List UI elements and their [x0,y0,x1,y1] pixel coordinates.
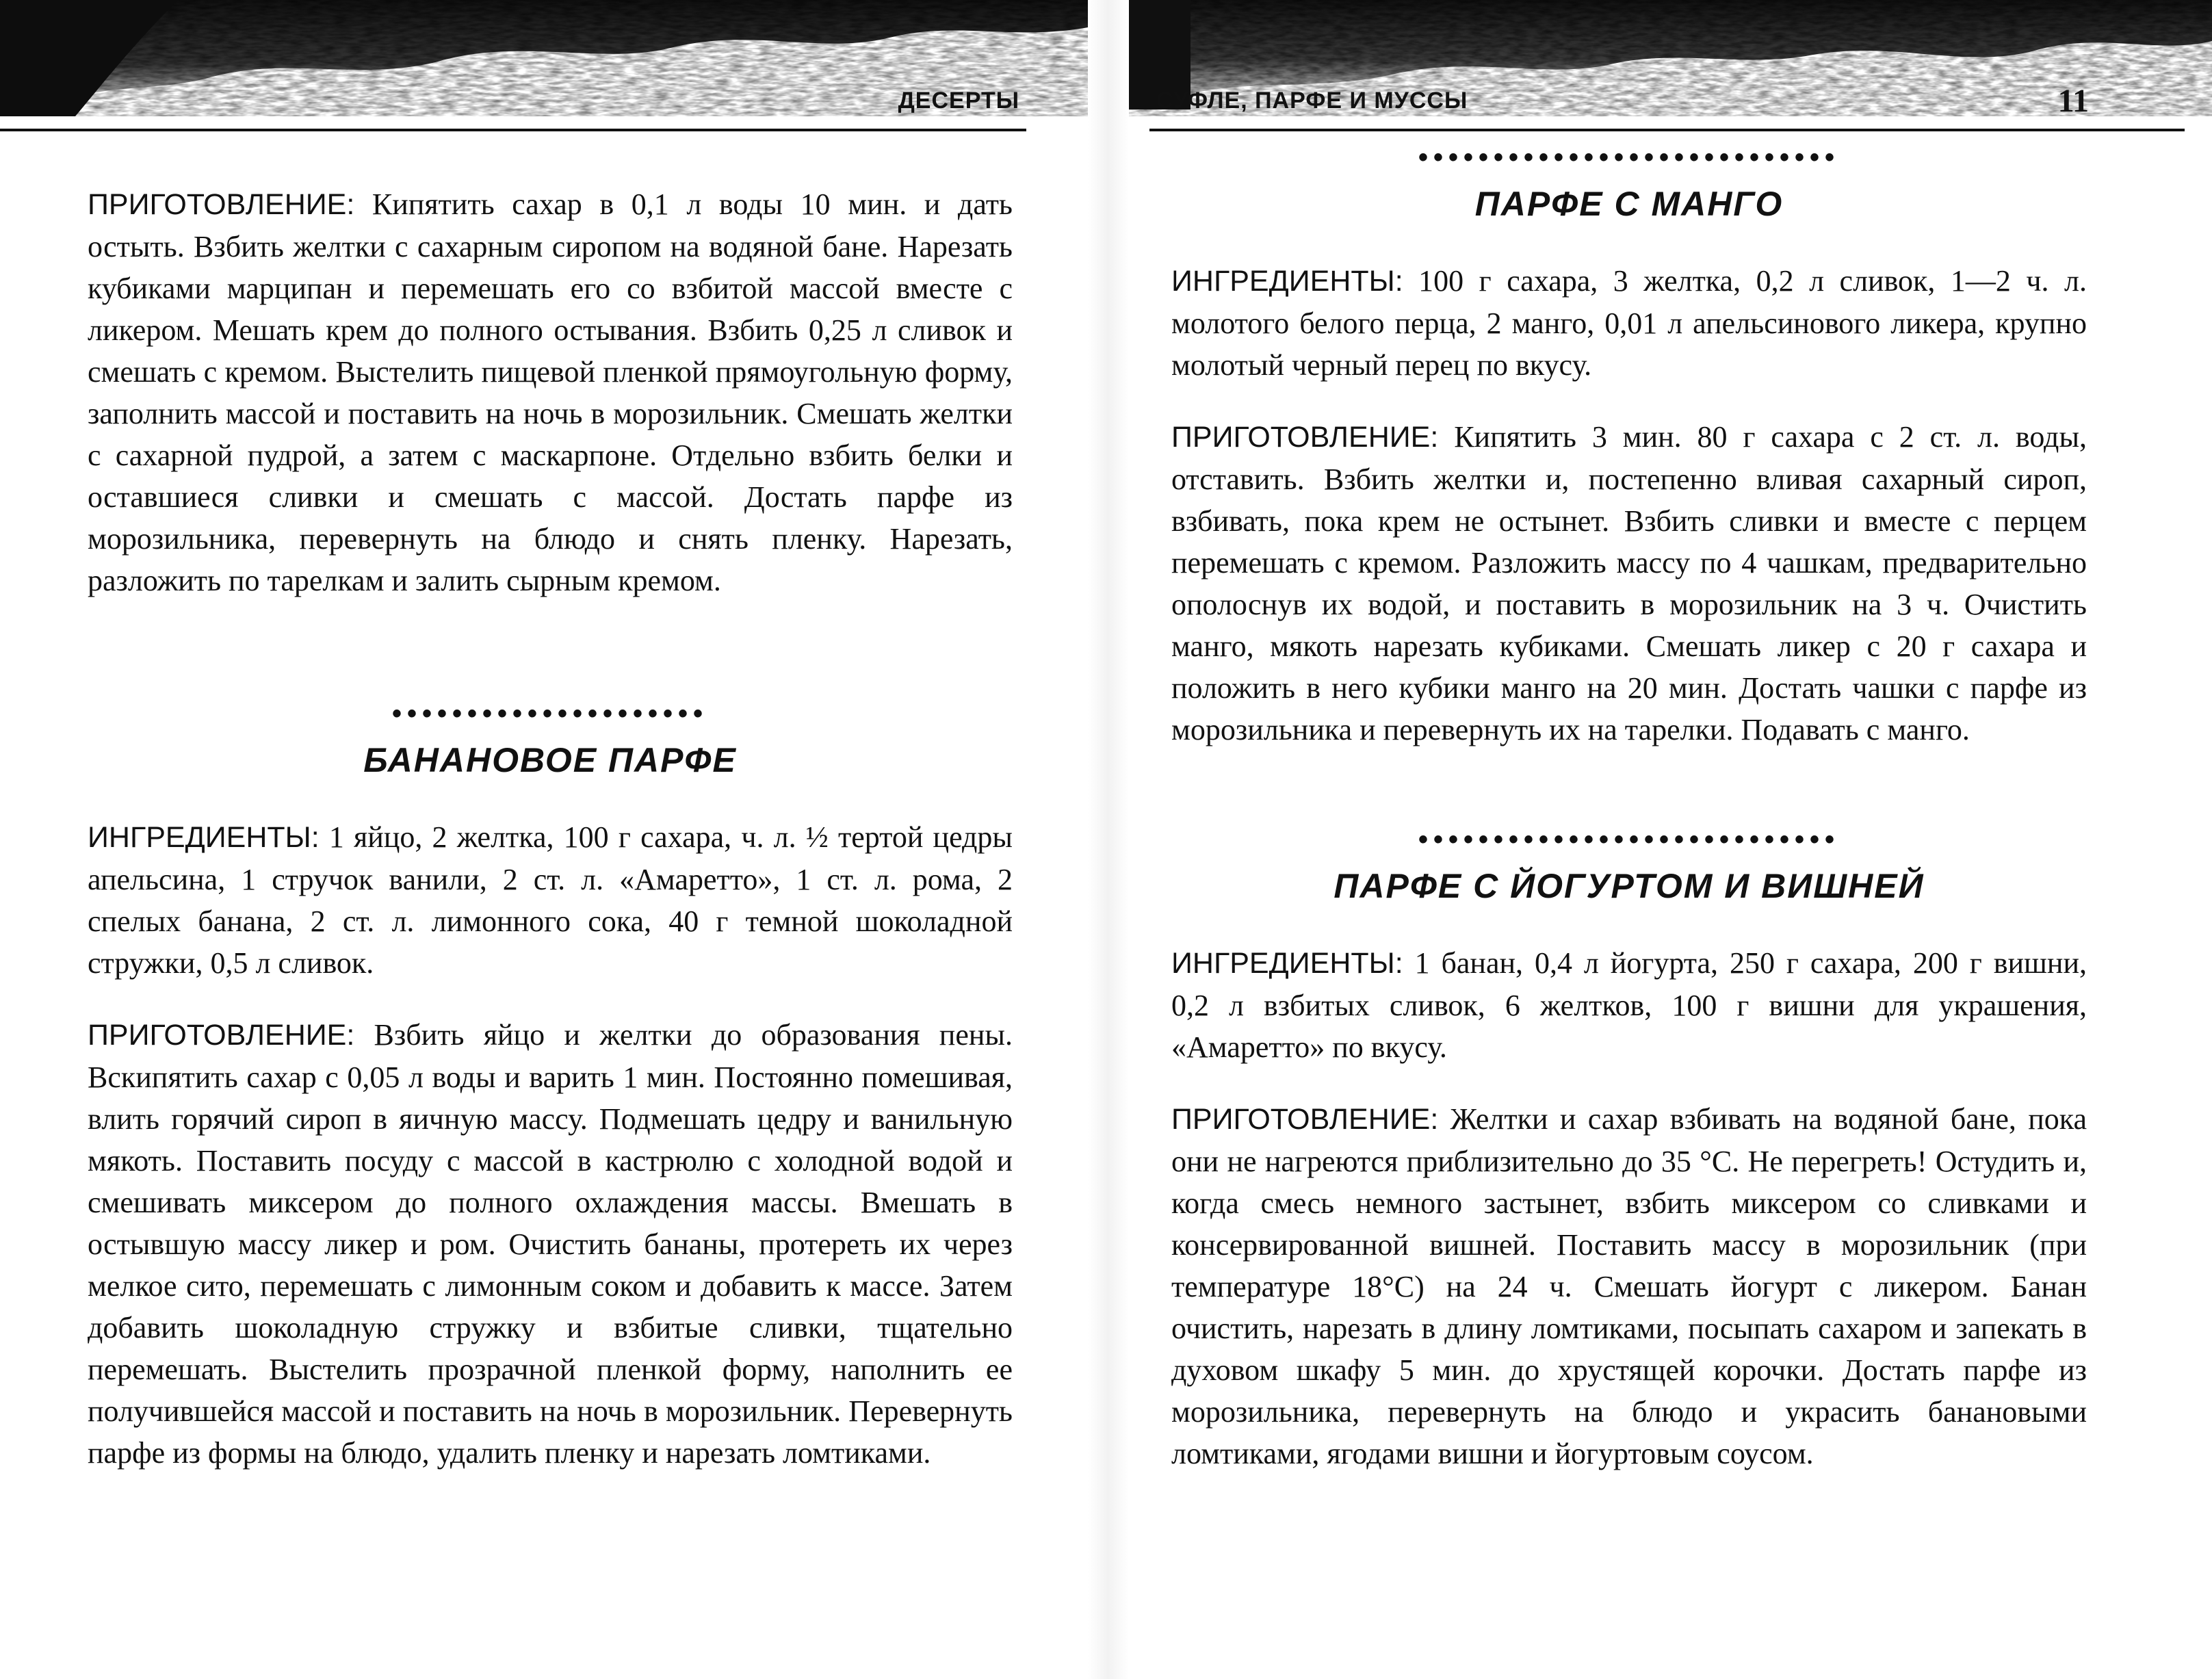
ingredients-paragraph [1171,260,2087,386]
ingredients-paragraph [1171,942,2087,1068]
ingredients-text: 1 яйцо, 2 желтка, 100 г сахара, ч. л. ½ тертой цедры апельсина, 1 стручок ванили, 2 ст. л. «Амаретто», 1 ст. л. рома, 2 спелых банана, 2 ст. л. лимонного сока, 40 г темной шоколадной стружки, 0,5 л сливок. [88,820,1013,980]
ingredients-label: ИНГРЕДИЕНТЫ: [88,821,320,854]
recipe-title: ПАРФЕ С МАНГО [1474,185,1784,223]
right-page [1129,0,2212,1679]
preparation-label: ПРИГОТОВЛЕНИЕ: [88,1019,355,1052]
recipe-heading-mango [1171,144,2087,224]
dot-divider: •••••••••••••••••••••••••••• [1418,826,1840,853]
dot-divider: •••••••••••••••••••••••••••• [1418,144,1840,171]
book-gutter [1088,0,1129,1679]
preparation-label: ПРИГОТОВЛЕНИЕ: [1171,1103,1439,1136]
ingredients-text: 1 банан, 0,4 л йогурта, 250 г сахара, 200 г вишни, 0,2 л взбитых сливок, 6 желтков, 100 г вишни для украшения, «Амаретто» по вкусу. [1171,946,2087,1064]
left-page [0,0,1088,1679]
preparation-label: ПРИГОТОВЛЕНИЕ: [88,188,355,221]
recipe-title: БАНАНОВОЕ ПАРФЕ [363,741,737,779]
ingredients-paragraph [88,816,1013,984]
preparation-text: Взбить яйцо и желтки до образования пены. Вскипятить сахар с 0,05 л воды и варить 1 мин. Постоянно помешивая, влить горячий сироп в яичную массу. Подмешать цедру и ванильную мякоть. Поставить посуду с массой в кастрюлю с холодной водой и смешивать миксером до полного охлаждения массы. Вмешать в остывшую массу ликер и ром. Очистить бананы, протереть их через мелкое сито, перемешать с лимонным соком и добавить к массе. Затем добавить шоколадную стружку и взбитые сливки, тщательно перемешать. Выстелить прозрачной пленкой форму, наполнить ее получившейся массой и поставить на ночь в морозильник. Перевернуть парфе из формы на блюдо, удалить пленку и нарезать ломтиками. [88,1018,1013,1470]
recipe-heading-yogurt-cherry [1171,826,2087,907]
preparation-text: Кипятить 3 мин. 80 г сахара с 2 ст. л. воды, отставить. Взбить желтки и, постепенно вливая сахарный сироп, взбивать, пока крем не остынет. Взбить сливки и вместе с перцем перемешать с кремом. Разложить массу по 4 чашкам, предварительно ополоснув их водой, и поставить в морозильник на 3 ч. Очистить манго, мякоть нарезать кубиками. Смешать ликер с 20 г сахара и положить в него кубики манго на 20 мин. Достать чашки с парфе из морозильника и перевернуть их на тарелки. Подавать с манго. [1171,420,2087,746]
page-number: 11 [2057,83,2089,119]
preparation-text: Кипятить сахар в 0,1 л воды 10 мин. и дать остыть. Взбить желтки с сахарным сиропом на водяной бане. Нарезать кубиками марципан и перемешать его со взбитой массой вместе с ликером. Мешать крем до полного остывания. Взбить 0,25 л сливок и смешать с кремом. Выстелить пищевой пленкой прямоугольную форму, заполнить массой и поставить на ночь в морозильник. Смешать желтки с сахарной пудрой, а затем с маскарпоне. Отдельно взбить белки и оставшиеся сливки и смешать с массой. Достать парфе из морозильника, перевернуть на блюдо и снять пленку. Нарезать, разложить по тарелкам и залить сырным кремом. [88,187,1013,597]
dot-divider: ••••••••••••••••••••• [391,700,709,727]
right-page-content [1171,144,2087,1505]
continued-preparation [88,183,1013,601]
recipe-heading-banana [88,700,1013,781]
ingredients-label: ИНГРЕДИЕНТЫ: [1171,265,1403,298]
header-rule [1149,129,2185,131]
left-page-content [88,183,1013,1504]
running-head: СУФЛЕ, ПАРФЕ И МУССЫ [1156,88,1468,114]
ingredients-text: 100 г сахара, 3 желтка, 0,2 л сливок, 1—2 ч. л. молотого белого перца, 2 манго, 0,01 л апельсинового ликера, крупно молотый черный перец по вкусу. [1171,264,2087,382]
recipe-title: ПАРФЕ С ЙОГУРТОМ И ВИШНЕЙ [1333,867,1925,905]
preparation-paragraph [1171,416,2087,751]
ingredients-label: ИНГРЕДИЕНТЫ: [1171,947,1403,980]
preparation-label: ПРИГОТОВЛЕНИЕ: [1171,421,1439,454]
preparation-paragraph [1171,1098,2087,1474]
preparation-paragraph [88,1014,1013,1474]
running-head: ДЕСЕРТЫ [898,88,1019,114]
preparation-text: Желтки и сахар взбивать на водяной бане, пока они не нагреются приблизительно до 35 °С. Не перегреть! Остудить и, когда смесь немного застынет, взбить миксером со сливками и консервированной вишней. Поставить массу в морозильник (при температуре 18°С) на 24 ч. Смешать йогурт с ликером. Банан очистить, нарезать в длину ломтиками, посыпать сахаром и запекать в духовом шкафу 5 мин. до хрустящей корочки. Достать парфе из морозильника, перевернуть на блюдо и украсить банановыми ломтиками, ягодами вишни и йогуртовым соусом. [1171,1102,2087,1470]
header-rule [0,129,1026,131]
